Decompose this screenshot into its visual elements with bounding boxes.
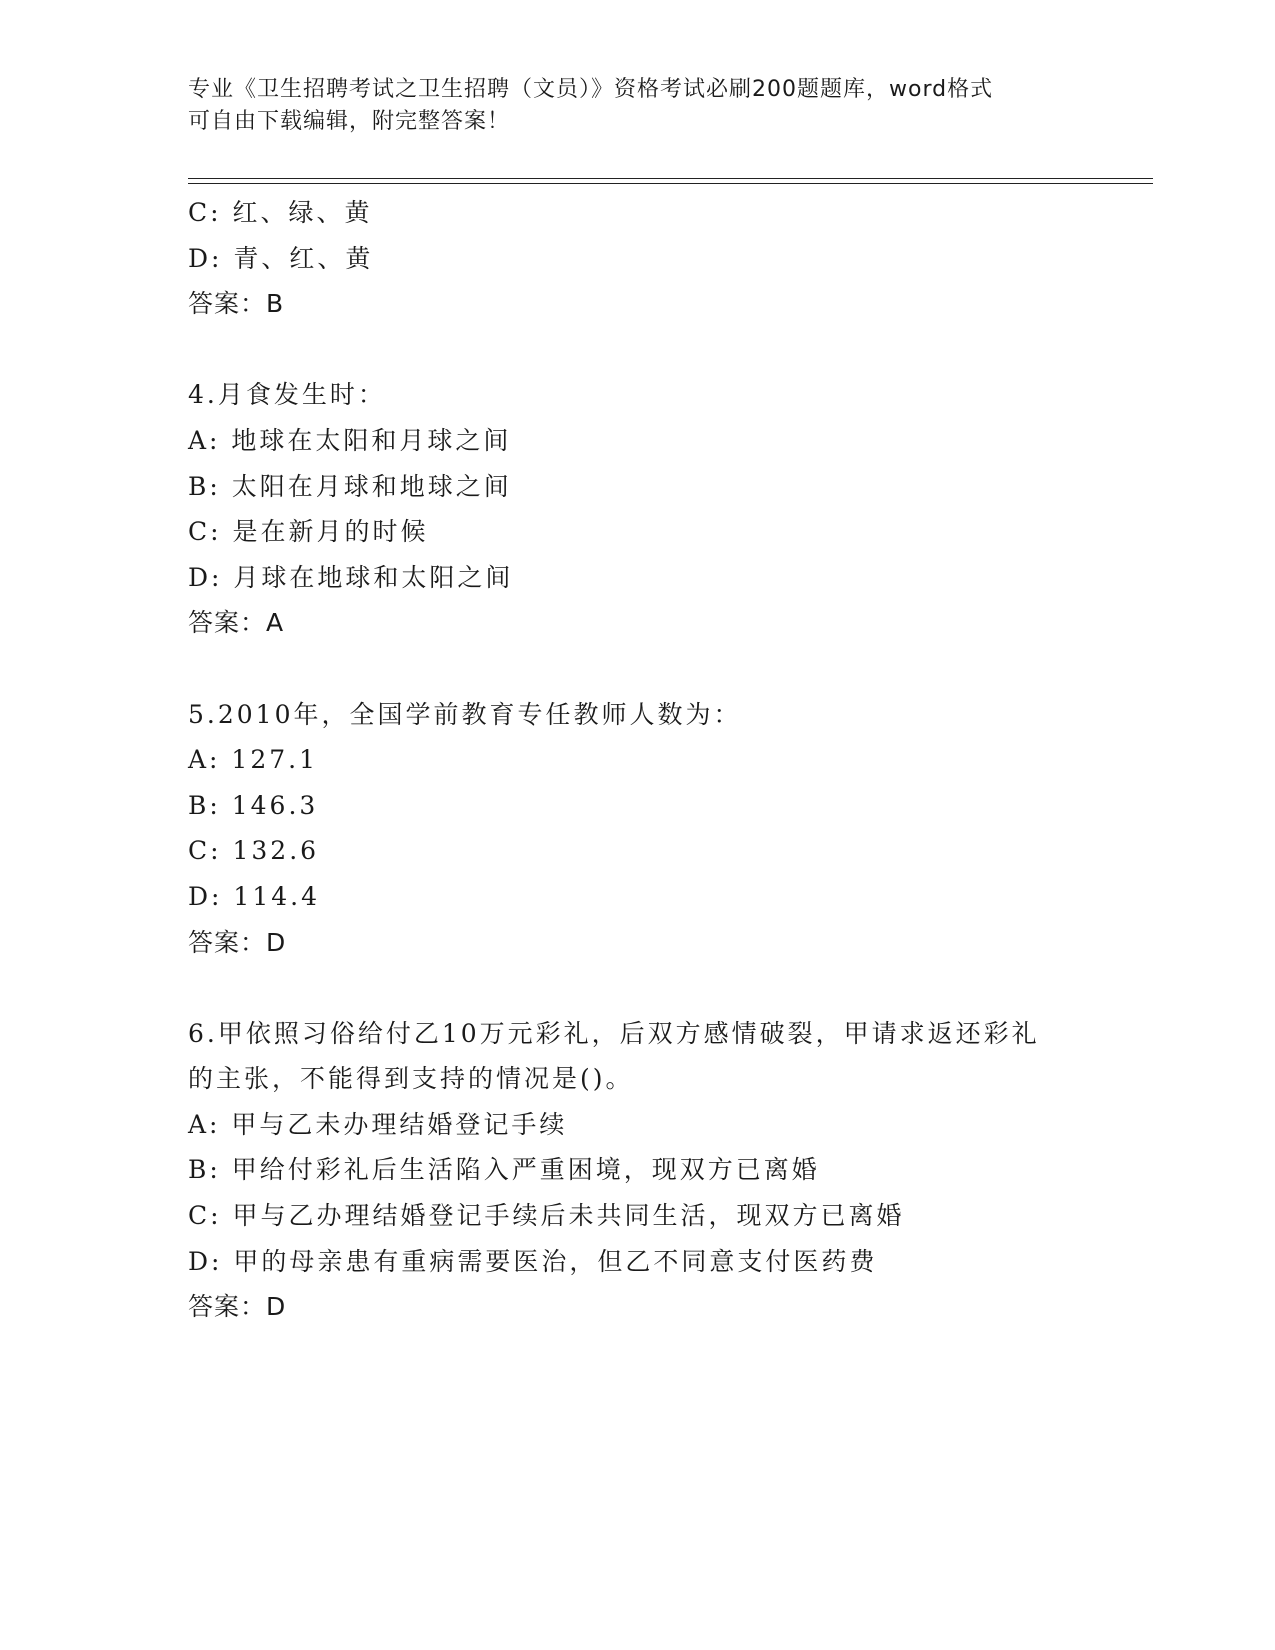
option-c: C: 是在新月的时候: [188, 517, 429, 547]
option-a: A: 甲与乙未办理结婚登记手续: [188, 1109, 568, 1139]
option-b: B: 146.3: [188, 790, 319, 820]
question-5: [188, 692, 1108, 966]
answer-line: 答案：A: [188, 608, 285, 638]
question-text: 5.2010年，全国学前教育专任教师人数为：: [188, 699, 742, 729]
option-a: A: 127.1: [188, 745, 318, 775]
option-c: C: 甲与乙办理结婚登记手续后未共同生活，现双方已离婚: [188, 1201, 905, 1231]
answer-line: 答案：B: [188, 289, 285, 319]
header-divider-top: [188, 178, 1153, 179]
header-title-line-1: 专业《卫生招聘考试之卫生招聘（文员）》资格考试必刷200题题库，word格式: [188, 77, 994, 102]
spacer: [188, 646, 1108, 692]
answer-line: 答案：D: [188, 1292, 287, 1322]
option-d: D: 114.4: [188, 881, 320, 911]
question-text-line-1: 6.甲依照习俗给付乙10万元彩礼，后双方感情破裂，甲请求返还彩礼: [188, 1018, 1040, 1048]
question-4: [188, 372, 1108, 646]
spacer: [188, 965, 1108, 1011]
document-header: [188, 74, 1088, 138]
question-list: [188, 190, 1108, 1330]
option-d: D: 甲的母亲患有重病需要医治，但乙不同意支付医药费: [188, 1246, 878, 1276]
spacer: [188, 327, 1108, 373]
answer-line: 答案：D: [188, 927, 287, 957]
question-text-line-2: 的主张，不能得到支持的情况是()。: [188, 1064, 634, 1094]
header-divider-bottom: [188, 183, 1153, 184]
question-6: [188, 1011, 1108, 1330]
question-text: 4.月食发生时：: [188, 380, 386, 410]
option-c: C: 红、绿、黄: [188, 198, 373, 227]
option-b: B: 太阳在月球和地球之间: [188, 471, 512, 501]
option-b: B: 甲给付彩礼后生活陷入严重困境，现双方已离婚: [188, 1155, 820, 1185]
option-d: D: 月球在地球和太阳之间: [188, 562, 514, 592]
option-d: D: 青、红、黄: [188, 243, 374, 273]
option-c: C: 132.6: [188, 836, 320, 866]
header-title-line-2: 可自由下载编辑，附完整答案！: [188, 109, 511, 134]
option-a: A: 地球在太阳和月球之间: [188, 425, 512, 455]
question-3-continued: [188, 190, 1108, 327]
